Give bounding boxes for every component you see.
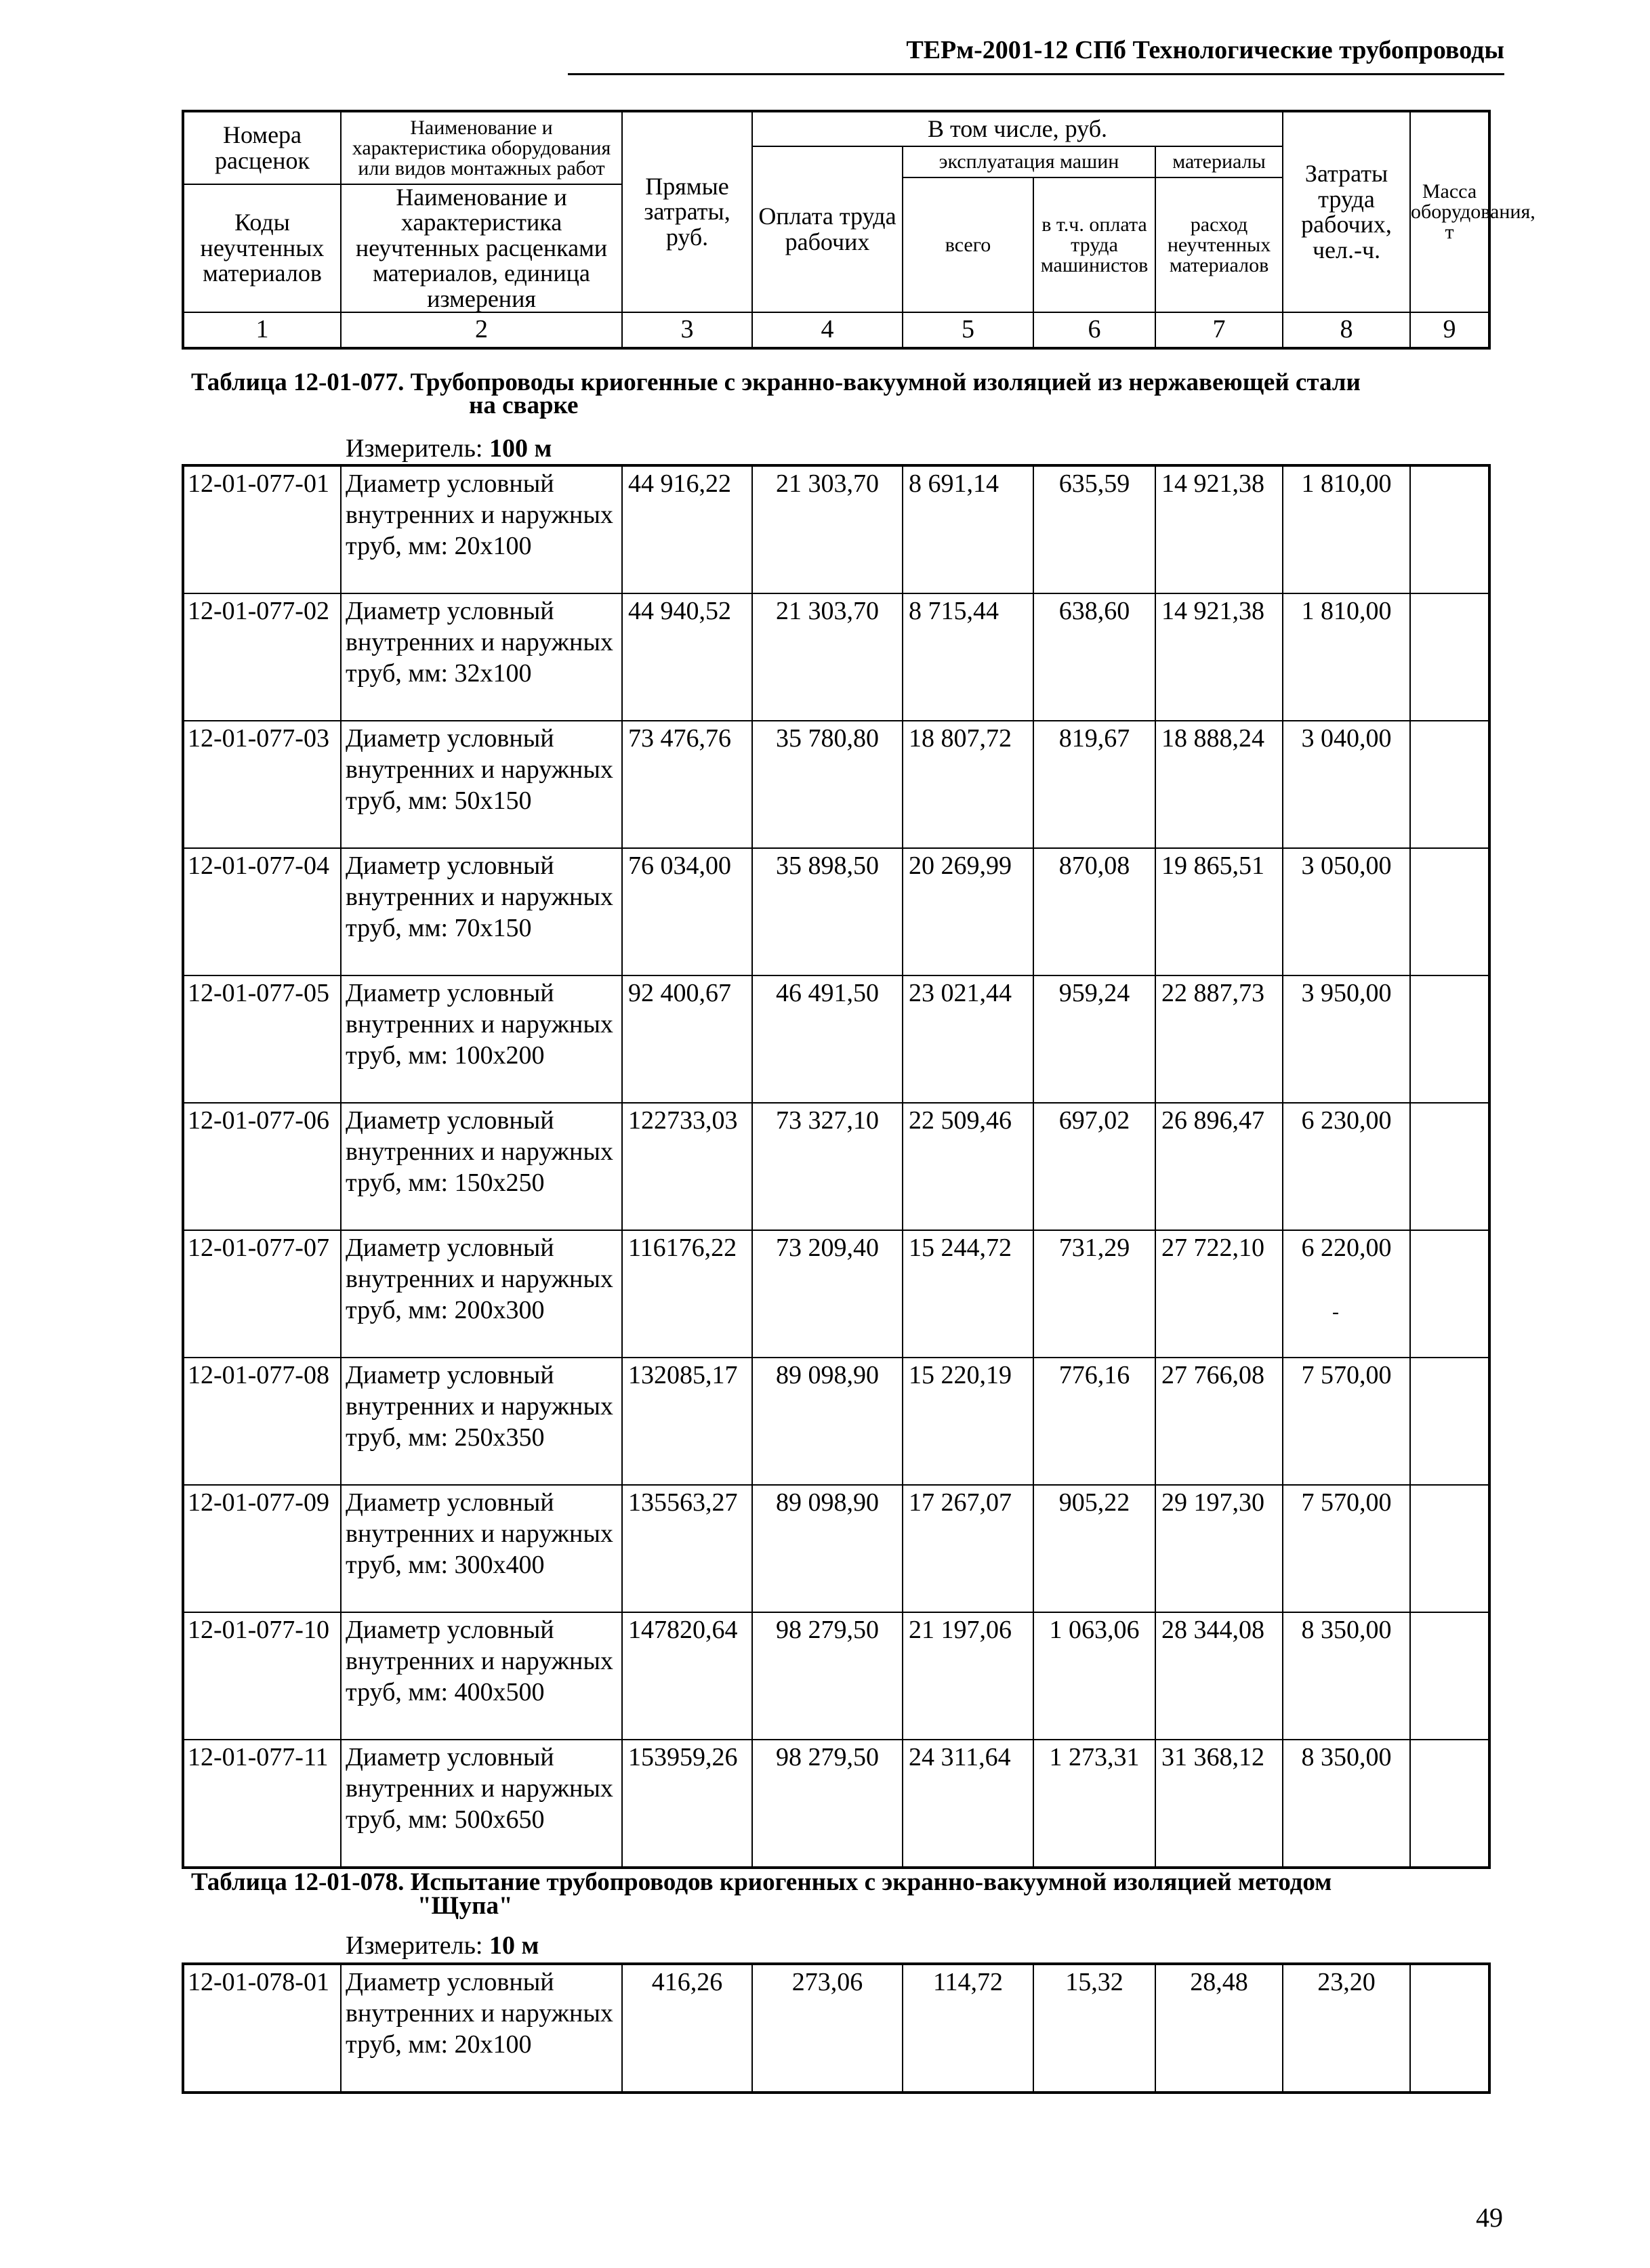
equipment-mass — [1410, 975, 1489, 1103]
equipment-mass — [1410, 1964, 1489, 2093]
equipment-mass — [1410, 848, 1489, 975]
table-77-caption-continued: на сварке — [469, 392, 579, 419]
labor-hours: 3 050,00 — [1283, 848, 1410, 975]
header-equipment-mass: Масса оборудования, т — [1410, 111, 1489, 312]
materials-cost: 14 921,38 — [1155, 465, 1283, 593]
materials-cost: 18 888,24 — [1155, 721, 1283, 848]
table-row — [183, 721, 1489, 848]
column-header-table — [182, 110, 1535, 350]
machine-operation: 8 691,14 — [903, 465, 1033, 593]
work-description: Диаметр условный внутренних и наружных труб, мм: 150x250 — [341, 1103, 622, 1230]
machine-operation: 22 509,46 — [903, 1103, 1033, 1230]
direct-costs: 132085,17 — [622, 1358, 752, 1485]
machine-operation: 17 267,07 — [903, 1485, 1033, 1612]
table-row — [183, 465, 1489, 593]
machine-operation: 23 021,44 — [903, 975, 1033, 1103]
worker-wages: 35 898,50 — [752, 848, 903, 975]
equipment-mass — [1410, 1485, 1489, 1612]
labor-hours: 7 570,00 — [1283, 1485, 1410, 1612]
operator-wages: 819,67 — [1033, 721, 1155, 848]
labor-hours: 7 570,00 — [1283, 1358, 1410, 1485]
worker-wages: 73 209,40 — [752, 1230, 903, 1358]
machine-operation: 20 269,99 — [903, 848, 1033, 975]
operator-wages: 905,22 — [1033, 1485, 1155, 1612]
header-material-codes: Коды неучтенных материалов — [183, 184, 341, 312]
header-machines-total: всего — [903, 177, 1033, 312]
materials-cost: 27 766,08 — [1155, 1358, 1283, 1485]
rate-code: 12-01-077-06 — [183, 1103, 341, 1230]
work-description: Диаметр условный внутренних и наружных труб, мм: 250x350 — [341, 1358, 622, 1485]
direct-costs: 147820,64 — [622, 1612, 752, 1740]
operator-wages: 1 063,06 — [1033, 1612, 1155, 1740]
worker-wages: 21 303,70 — [752, 593, 903, 721]
machine-operation: 15 220,19 — [903, 1358, 1033, 1485]
operator-wages: 1 273,31 — [1033, 1740, 1155, 1868]
work-description: Диаметр условный внутренних и наружных труб, мм: 70x150 — [341, 848, 622, 975]
worker-wages: 98 279,50 — [752, 1740, 903, 1868]
labor-hours: 3 950,00 — [1283, 975, 1410, 1103]
work-description: Диаметр условный внутренних и наружных труб, мм: 20x100 — [341, 465, 622, 593]
labor-hours: 8 350,00 — [1283, 1612, 1410, 1740]
labor-hours: 1 810,00 — [1283, 465, 1410, 593]
equipment-mass — [1410, 465, 1489, 593]
direct-costs: 73 476,76 — [622, 721, 752, 848]
machine-operation: 15 244,72 — [903, 1230, 1033, 1358]
rate-code: 12-01-077-04 — [183, 848, 341, 975]
worker-wages: 21 303,70 — [752, 465, 903, 593]
work-description: Диаметр условный внутренних и наружных труб, мм: 300x400 — [341, 1485, 622, 1612]
materials-cost: 31 368,12 — [1155, 1740, 1283, 1868]
direct-costs: 92 400,67 — [622, 975, 752, 1103]
operator-wages: 15,32 — [1033, 1964, 1155, 2093]
equipment-mass — [1410, 721, 1489, 848]
work-description: Диаметр условный внутренних и наружных труб, мм: 400x500 — [341, 1612, 622, 1740]
equipment-mass — [1410, 1612, 1489, 1740]
labor-hours: 6 230,00 — [1283, 1103, 1410, 1230]
table-row — [183, 1612, 1489, 1740]
running-head: ТЕРм-2001-12 СПб Технологические трубопроводы — [906, 36, 1504, 64]
direct-costs: 116176,22 — [622, 1230, 752, 1358]
header-rule — [568, 73, 1504, 75]
header-unaccounted-materials: расход неучтенных материалов — [1155, 177, 1283, 312]
table-12-01-078 — [182, 1962, 1491, 2094]
column-number: 3 — [622, 312, 752, 348]
labor-hours: 8 350,00 — [1283, 1740, 1410, 1868]
rate-code: 12-01-078-01 — [183, 1964, 341, 2093]
worker-wages: 89 098,90 — [752, 1485, 903, 1612]
worker-wages: 98 279,50 — [752, 1612, 903, 1740]
labor-hours: 6 220,00 — [1283, 1230, 1410, 1358]
operator-wages: 635,59 — [1033, 465, 1155, 593]
unit-label: Измеритель: — [346, 434, 483, 463]
operator-wages: 959,24 — [1033, 975, 1155, 1103]
table-row — [183, 593, 1489, 721]
table-row — [183, 1103, 1489, 1230]
direct-costs: 135563,27 — [622, 1485, 752, 1612]
table-78-unit — [346, 1931, 539, 1960]
materials-cost: 29 197,30 — [1155, 1485, 1283, 1612]
equipment-mass — [1410, 1230, 1489, 1358]
rate-code: 12-01-077-10 — [183, 1612, 341, 1740]
rate-code: 12-01-077-11 — [183, 1740, 341, 1868]
work-description: Диаметр условный внутренних и наружных труб, мм: 500x650 — [341, 1740, 622, 1868]
column-number: 4 — [752, 312, 903, 348]
rate-code: 12-01-077-07 — [183, 1230, 341, 1358]
operator-wages: 776,16 — [1033, 1358, 1155, 1485]
worker-wages: 35 780,80 — [752, 721, 903, 848]
direct-costs: 122733,03 — [622, 1103, 752, 1230]
materials-cost: 19 865,51 — [1155, 848, 1283, 975]
machine-operation: 21 197,06 — [903, 1612, 1033, 1740]
materials-cost: 22 887,73 — [1155, 975, 1283, 1103]
labor-hours: 23,20 — [1283, 1964, 1410, 2093]
direct-costs: 76 034,00 — [622, 848, 752, 975]
header-worker-wages: Оплата труда рабочих — [752, 146, 903, 312]
work-description: Диаметр условный внутренних и наружных труб, мм: 20x100 — [341, 1964, 622, 2093]
unit-value: 100 м — [489, 434, 552, 463]
table-row — [183, 1358, 1489, 1485]
column-number: 2 — [341, 312, 622, 348]
header-machine-operation: эксплуатация машин — [903, 146, 1155, 177]
table-77-caption: Таблица 12-01-077. Трубопроводы криогенные с экранно-вакуумной изоляцией из нержавеющей стали — [191, 369, 1361, 396]
column-number: 9 — [1410, 312, 1489, 348]
stray-mark: - — [1332, 1301, 1339, 1323]
equipment-mass — [1410, 1358, 1489, 1485]
machine-operation: 8 715,44 — [903, 593, 1033, 721]
materials-cost: 27 722,10 — [1155, 1230, 1283, 1358]
work-description: Диаметр условный внутренних и наружных труб, мм: 50x150 — [341, 721, 622, 848]
table-row — [183, 1740, 1489, 1868]
labor-hours: 1 810,00 — [1283, 593, 1410, 721]
column-number: 7 — [1155, 312, 1283, 348]
equipment-mass — [1410, 1103, 1489, 1230]
labor-hours: 3 040,00 — [1283, 721, 1410, 848]
table-row — [183, 1485, 1489, 1612]
page-number: 49 — [1476, 2202, 1503, 2233]
worker-wages: 73 327,10 — [752, 1103, 903, 1230]
header-work-name: Наименование и характеристика оборудования или видов монтажных работ — [341, 111, 622, 184]
header-direct-costs: Прямые затраты, руб. — [622, 111, 752, 312]
rate-code: 12-01-077-05 — [183, 975, 341, 1103]
unit-value: 10 м — [489, 1931, 539, 1960]
materials-cost: 14 921,38 — [1155, 593, 1283, 721]
work-description: Диаметр условный внутренних и наружных труб, мм: 200x300 — [341, 1230, 622, 1358]
materials-cost: 28 344,08 — [1155, 1612, 1283, 1740]
table-78-caption-continued: "Щупа" — [417, 1892, 513, 1920]
worker-wages: 273,06 — [752, 1964, 903, 2093]
work-description: Диаметр условный внутренних и наружных труб, мм: 32x100 — [341, 593, 622, 721]
work-description: Диаметр условный внутренних и наружных труб, мм: 100x200 — [341, 975, 622, 1103]
worker-wages: 89 098,90 — [752, 1358, 903, 1485]
machine-operation: 114,72 — [903, 1964, 1033, 2093]
operator-wages: 697,02 — [1033, 1103, 1155, 1230]
header-rate-numbers: Номера расценок — [183, 111, 341, 184]
column-number: 8 — [1283, 312, 1410, 348]
direct-costs: 416,26 — [622, 1964, 752, 2093]
column-number: 5 — [903, 312, 1033, 348]
equipment-mass — [1410, 1740, 1489, 1868]
materials-cost: 26 896,47 — [1155, 1103, 1283, 1230]
rate-code: 12-01-077-03 — [183, 721, 341, 848]
table-77-unit — [346, 434, 552, 463]
table-row — [183, 1964, 1489, 2093]
operator-wages: 731,29 — [1033, 1230, 1155, 1358]
unit-label: Измеритель: — [346, 1931, 483, 1960]
operator-wages: 870,08 — [1033, 848, 1155, 975]
header-labor-costs: Затраты труда рабочих, чел.-ч. — [1283, 111, 1410, 312]
machine-operation: 24 311,64 — [903, 1740, 1033, 1868]
table-row — [183, 975, 1489, 1103]
operator-wages: 638,60 — [1033, 593, 1155, 721]
direct-costs: 44 940,52 — [622, 593, 752, 721]
table-78-caption: Таблица 12-01-078. Испытание трубопроводов криогенных с экранно-вакуумной изоляцией методом — [191, 1868, 1332, 1896]
rate-code: 12-01-077-09 — [183, 1485, 341, 1612]
direct-costs: 44 916,22 — [622, 465, 752, 593]
header-operator-wages: в т.ч. оплата труда машинистов — [1033, 177, 1155, 312]
rate-code: 12-01-077-08 — [183, 1358, 341, 1485]
direct-costs: 153959,26 — [622, 1740, 752, 1868]
rate-code: 12-01-077-02 — [183, 593, 341, 721]
table-12-01-077 — [182, 464, 1491, 1869]
equipment-mass — [1410, 593, 1489, 721]
column-number: 6 — [1033, 312, 1155, 348]
machine-operation: 18 807,72 — [903, 721, 1033, 848]
column-number: 1 — [183, 312, 341, 348]
worker-wages: 46 491,50 — [752, 975, 903, 1103]
header-materials: материалы — [1155, 146, 1283, 177]
materials-cost: 28,48 — [1155, 1964, 1283, 2093]
table-row — [183, 1230, 1489, 1358]
rate-code: 12-01-077-01 — [183, 465, 341, 593]
header-including-group: В том числе, руб. — [752, 111, 1283, 146]
header-material-name: Наименование и характеристика неучтенных расценками материалов, единица измерения — [341, 184, 622, 312]
table-row — [183, 848, 1489, 975]
